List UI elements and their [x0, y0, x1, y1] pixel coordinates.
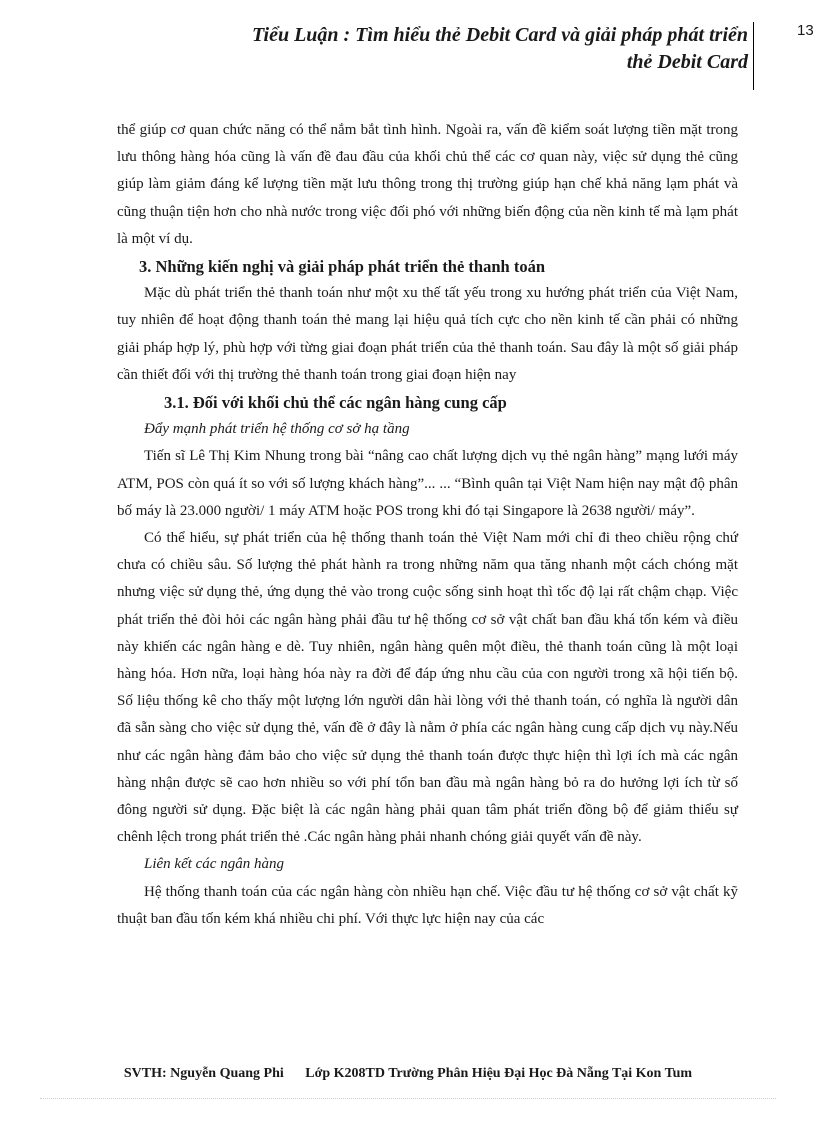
footer-student: SVTH: Nguyễn Quang Phi [123, 1066, 284, 1081]
paragraph-5: Hệ thống thanh toán của các ngân hàng còn nhiều hạn chế. Việc đầu tư hệ thống cơ sở vật chất kỹ thuật ban đầu tốn kém khá nhiều chi phí. Với thực lực hiện nay của các [117, 883, 738, 927]
subsection-heading-3-1: 3.1. Đối với khối chủ thể các ngân hàng cung cấp [164, 393, 507, 413]
subheading-bank-linking: Liên kết các ngân hàng [144, 856, 284, 873]
header-divider [753, 22, 754, 90]
document-body [117, 117, 738, 933]
paragraph-2: Mặc dù phát triển thẻ thanh toán như một xu thế tất yếu trong xu hướng phát triển của Việt Nam, tuy nhiên để hoạt động thanh toán thẻ mang lại hiệu quả tích cực cho nền kinh tế cần phải có những giải pháp hợp lý, phù hợp với từng giai đoạn phát triển của thẻ thanh toán. Sau đây là một số giải pháp cần thiết đối với thị trường thẻ thanh toán trong giai đoạn hiện nay [117, 285, 738, 383]
paragraph-3: Tiến sĩ Lê Thị Kim Nhung trong bài “nâng cao chất lượng dịch vụ thẻ ngân hàng” mạng lưới máy ATM, POS còn quá ít so với số lượng khách hàng”... ... “Bình quân tại Việt Nam hiện nay mật độ phân bố máy là 23.000 người/ 1 máy ATM hoặc POS trong khi đó tại Singapore là 2638 người/ máy”. [117, 448, 738, 519]
running-header [188, 22, 748, 76]
header-title-line1: Tiểu Luận : Tìm hiểu thẻ Debit Card và giải pháp phát triển [252, 24, 748, 46]
footer-class-info: Lớp K208TD Trường Phân Hiệu Đại Học Đà Nẵng Tại Kon Tum [305, 1066, 693, 1081]
header-title-line2: thẻ Debit Card [626, 51, 748, 73]
section-heading-3: 3. Những kiến nghị và giải pháp phát triển thẻ thanh toán [139, 257, 546, 277]
footer-divider [40, 1098, 776, 1099]
page-number: 13 [797, 22, 814, 39]
paragraph-1: thể giúp cơ quan chức năng có thể nắm bắt tình hình. Ngoài ra, vấn đề kiểm soát lượng tiền mặt trong lưu thông hàng hóa cũng là vấn đề đau đầu của khối chủ thể các cơ quan này, việc sử dụng thẻ cũng giúp làm giảm đáng kể lượng tiền mặt lưu thông trong thị trường giúp hạn chế khả năng lạm phát và cũng thuận tiện hơn cho nhà nước trong việc đối phó với những biến động của nền kinh tế mà lạm phát là một ví dụ. [117, 122, 738, 247]
subheading-infrastructure: Đẩy mạnh phát triển hệ thống cơ sở hạ tầng [144, 421, 410, 438]
paragraph-4: Có thể hiểu, sự phát triển của hệ thống thanh toán thẻ Việt Nam mới chỉ đi theo chiều rộng chứ chưa có chiều sâu. Số lượng thẻ phát hành ra trong những năm qua tăng nhanh một cách chóng mặt nhưng việc sử dụng thẻ, ứng dụng thẻ vào trong cuộc sống sinh hoạt thì tốc độ lại rất chậm chạp. Việc phát triển thẻ đòi hỏi các ngân hàng phải đầu tư hệ thống cơ sở vật chất ban đầu khá tốn kém và điều này khiến các ngân hàng e dè. Tuy nhiên, ngân hàng quên một điều, thẻ thanh toán cũng là một loại hàng hóa. Hơn nữa, loại hàng hóa này ra đời để đáp ứng nhu cầu của con người trong xã hội tiến bộ. Số liệu thống kê cho thấy một lượng lớn người dân hài lòng với thẻ thanh toán, có nghĩa là người dân đã sẵn sàng cho việc sử dụng thẻ, vấn đề ở đây là nằm ở phía các ngân hàng cung cấp dịch vụ này.Nếu như các ngân hàng đảm bảo cho việc sử dụng thẻ thanh toán được thực hiện thì lợi ích mà các ngân hàng nhận được sẽ cao hơn nhiều so với phí tổn ban đầu mà ngân hàng bỏ ra do hưởng lợi ích từ số đông người sử dụng. Đặc biệt là các ngân hàng phải quan tâm phát triển đồng bộ để giảm thiểu sự chênh lệch trong phát triển thẻ .Các ngân hàng phải nhanh chóng giải quyết vấn đề này. [117, 530, 738, 846]
page-footer [0, 1066, 816, 1082]
